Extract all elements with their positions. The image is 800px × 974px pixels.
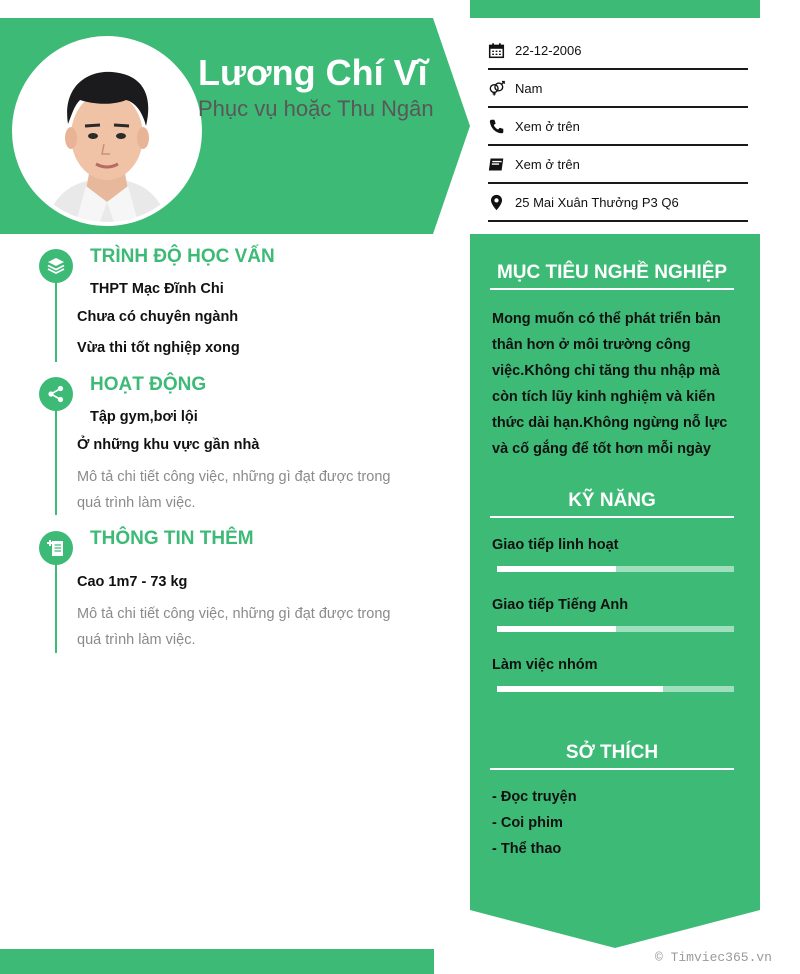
address-value: 25 Mai Xuân Thưởng P3 Q6	[515, 194, 679, 210]
avatar	[12, 36, 202, 226]
bottom-strip	[0, 949, 434, 974]
contact-email	[488, 146, 748, 184]
contact-address	[488, 184, 748, 222]
watermark: © Timviec365.vn	[654, 950, 772, 965]
applied-position: Phục vụ hoặc Thu Ngân	[198, 96, 434, 121]
education-major: Chưa có chuyên ngành	[77, 309, 239, 325]
education-section-icon	[39, 249, 73, 283]
map-pin-icon	[488, 194, 505, 211]
activities-section-icon	[39, 377, 73, 411]
activity-description: Mô tả chi tiết công việc, những gì đạt được trong quá trình làm việc.	[77, 469, 391, 511]
activity-name: Tập gym,bơi lội	[90, 409, 198, 425]
email-icon	[488, 156, 505, 173]
gender-value: Nam	[515, 80, 543, 96]
additional-section-icon	[39, 531, 73, 565]
activities-title: HOẠT ĐỘNG	[90, 374, 207, 395]
birthday-value: 22-12-2006	[515, 42, 582, 58]
additional-description: Mô tả chi tiết công việc, những gì đạt được trong quá trình làm việc.	[77, 606, 391, 648]
hobby-item: - Đọc truyện	[492, 789, 577, 805]
contact-gender	[488, 70, 748, 108]
hobbies-title: SỞ THÍCH	[490, 742, 734, 770]
skill-bar	[497, 686, 734, 692]
document-plus-icon	[46, 538, 66, 558]
additional-title: THÔNG TIN THÊM	[90, 528, 254, 549]
share-icon	[46, 384, 66, 404]
hobby-item: - Coi phim	[492, 815, 563, 831]
email-value[interactable]: Xem ở trên	[515, 156, 580, 172]
objective-text: Mong muốn có thể phát triển bản thân hơn ở môi trường công việc.Không chỉ tăng thu nhập mà còn tích lũy kinh nghiệm và kiến thức dài hạn.Không ngừng nỗ lực và cố gắng để tốt hơn mỗi ngày	[492, 311, 728, 457]
skills-title: KỸ NĂNG	[490, 490, 734, 518]
school-name: THPT Mạc Đĩnh Chi	[90, 281, 224, 297]
timeline-line	[55, 393, 57, 515]
top-strip	[470, 0, 760, 18]
additional-info: Cao 1m7 - 73 kg	[77, 574, 188, 590]
skill-bar	[497, 566, 734, 572]
skill-name: Giao tiếp linh hoạt	[492, 537, 619, 553]
education-title: TRÌNH ĐỘ HỌC VẤN	[90, 246, 275, 267]
gender-icon	[488, 80, 505, 97]
education-note: Vừa thi tốt nghiệp xong	[77, 340, 240, 356]
avatar-portrait	[16, 40, 198, 222]
phone-value[interactable]: Xem ở trên	[515, 118, 580, 134]
contact-phone	[488, 108, 748, 146]
candidate-name: Lương Chí Vĩ	[198, 52, 428, 93]
activity-place: Ở những khu vực gần nhà	[77, 437, 260, 453]
layers-icon	[46, 256, 66, 276]
skill-name: Giao tiếp Tiếng Anh	[492, 597, 629, 613]
skill-bar-fill	[497, 686, 663, 692]
skill-bar-fill	[497, 626, 616, 632]
hobby-item: - Thể thao	[492, 841, 562, 857]
contact-birthday	[488, 32, 748, 70]
skill-bar	[497, 626, 734, 632]
skill-name: Làm việc nhóm	[492, 657, 598, 673]
calendar-icon	[488, 42, 505, 59]
skill-bar-fill	[497, 566, 616, 572]
objective-title: MỤC TIÊU NGHỀ NGHIỆP	[490, 262, 734, 290]
phone-icon	[488, 118, 505, 135]
